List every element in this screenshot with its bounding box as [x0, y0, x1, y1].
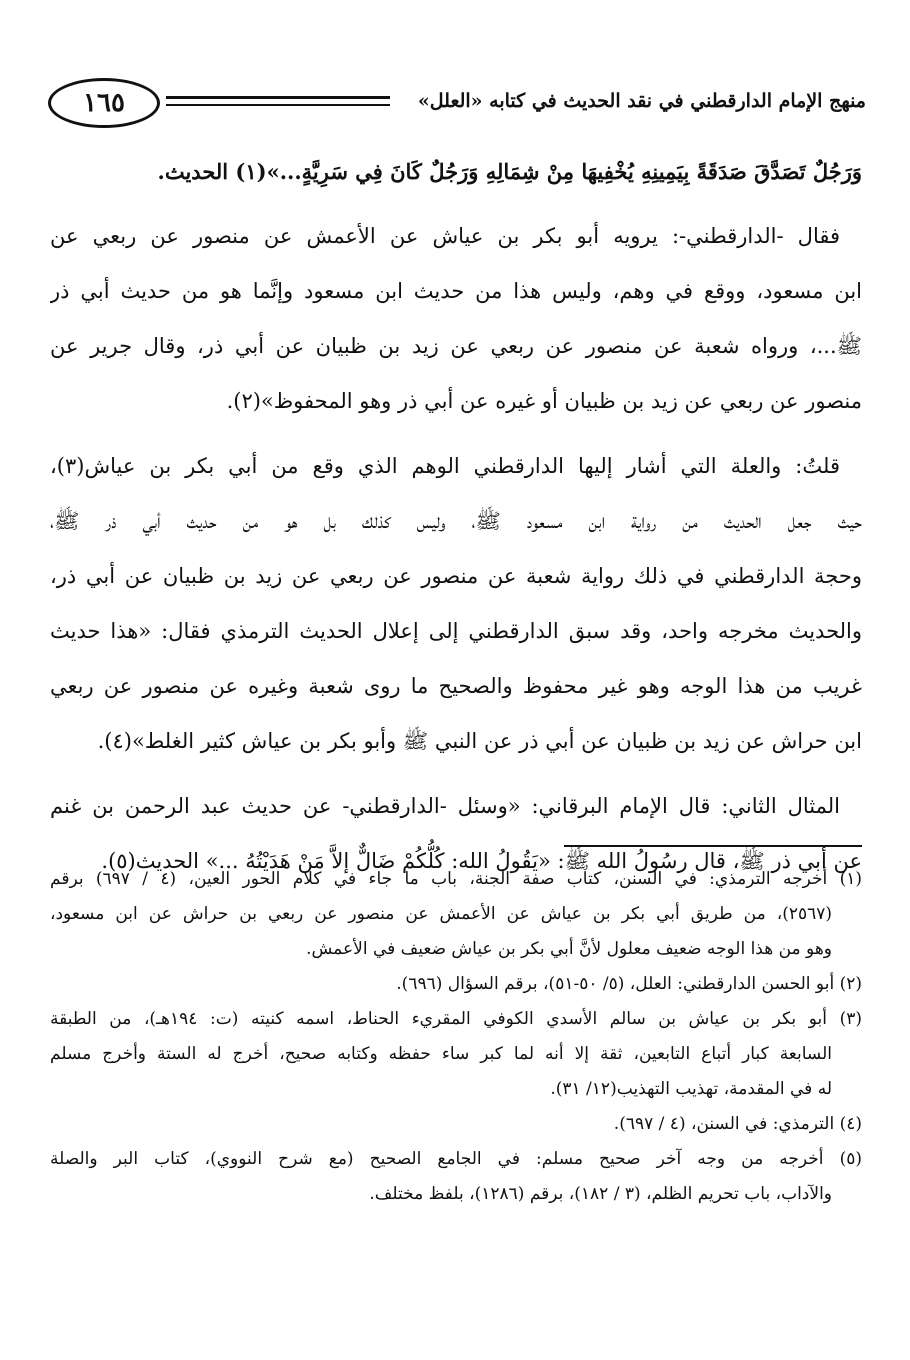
footnote-line: له في المقدمة، تهذيب التهذيب(١٢/ ٣١). [550, 1079, 832, 1099]
footnote-line: (٥) أخرجه من وجه آخر صحيح مسلم: في الجامع الصحيح (مع شرح النووي)، كتاب البر والصلة [50, 1149, 862, 1169]
footnote-separator [564, 845, 862, 847]
footnote-line: (٣) أبو بكر بن عياش بن سالم الأسدي الكوفي المقريء الحناط، اسمه كنيته (ت: ١٩٤هـ)، من الطبقة [50, 1009, 862, 1029]
text-line: والحديث مخرجه واحد، وقد سبق الدارقطني إلى إعلال الحديث الترمذي فقال: «هذا حديث [50, 619, 862, 643]
text-line: منصور عن ربعي عن زيد بن ظبيان أو غيره عن أبي ذر وهو المحفوظ»(٢). [226, 389, 862, 413]
text-line: المثال الثاني: قال الإمام البرقاني: «وسئل -الدارقطني- عن حديث عبد الرحمن بن غنم [50, 794, 840, 818]
text-line: ﷺ...، ورواه شعبة عن منصور عن ربعي عن زيد بن ظبيان عن أبي ذر، وقال جرير عن [50, 334, 862, 358]
footnote-line: (٤) الترمذي: في السنن، (٤ / ٦٩٧). [613, 1114, 862, 1134]
text-line: حيث جعل الحديث من رواية ابن مسعود ﷺ، وليس كذلك بل هو من حديث أبي ذر ﷺ، [50, 509, 862, 533]
footnote-line: (٢) أبو الحسن الدارقطني: العلل، (٥/ ٥٠-٥١)، برقم السؤال (٦٩٦). [396, 974, 862, 994]
footnote-line: السابعة كبار أتباع التابعين، ثقة إلا أنه لما كبر ساء حفظه وكتابه صحيح، أخرج له الستة وأخرج مسلم [50, 1044, 832, 1064]
page-number: ١٦٥ [48, 78, 160, 128]
footnote-line: والآداب، باب تحريم الظلم، (٣ / ١٨٢)، برقم (١٢٨٦)، بلفظ مختلف. [369, 1184, 832, 1204]
text-line: ابن حراش عن زيد بن ظبيان عن أبي ذر عن النبي ﷺ وأبو بكر بن عياش كثير الغلط»(٤). [97, 729, 862, 753]
header-rule-top [166, 96, 390, 99]
hadith-line: وَرَجُلٌ تَصَدَّقَ صَدَقَةً بِيَمِينِهِ يُخْفِيهَا مِنْ شِمَالِهِ وَرَجُلٌ كَانَ فِي سَرِيَّةٍ...»(١) الحديث. [157, 159, 862, 184]
footnotes [50, 862, 862, 1212]
text-line: فقال -الدارقطني-: يرويه أبو بكر بن عياش عن الأعمش عن منصور عن ربعي عن [50, 224, 840, 248]
footnote-line: (١) أخرجه الترمذي: في السنن، كتاب صفة الجنة، باب ما جاء في كلام الحور العين، (٤ / ٦٩٧) برقم [50, 869, 862, 889]
text-line: ابن مسعود، ووقع في وهم، وليس هذا من حديث ابن مسعود وإنَّما هو من حديث أبي ذر [50, 279, 862, 303]
footnote-line: (٢٥٦٧)، من طريق أبي بكر بن عياش عن الأعمش عن منصور عن ربعي بن حراش عن ابن مسعود، [50, 904, 832, 924]
text-line: عن أبي ذر ﷺ، قال رسُولُ الله ﷺ: «يَقُولُ الله: كُلُّكُمْ ضَالٌّ إلاَّ مَنْ هَدَيْتُهُ ...» الحديث(٥). [101, 849, 862, 873]
text-line: قلتُ: والعلة التي أشار إليها الدارقطني الوهم الذي وقع من أبي بكر بن عياش(٣)، [50, 454, 840, 478]
running-title: منهج الإمام الدارقطني في نقد الحديث في كتابه «العلل» [417, 90, 866, 112]
main-text [50, 144, 862, 889]
text-line: غريب من هذا الوجه وهو غير محفوظ والصحيح ما روى شعبة وغيره عن منصور عن ربعي [50, 674, 862, 698]
header-rule-bottom [166, 104, 390, 106]
text-line: وحجة الدارقطني في ذلك رواية شعبة عن منصور عن ربعي عن زيد بن ظبيان عن أبي ذر، [50, 564, 862, 588]
footnote-line: وهو من هذا الوجه ضعيف معلول لأنَّ أبي بكر بن عياش ضعيف في الأعمش. [306, 939, 832, 959]
